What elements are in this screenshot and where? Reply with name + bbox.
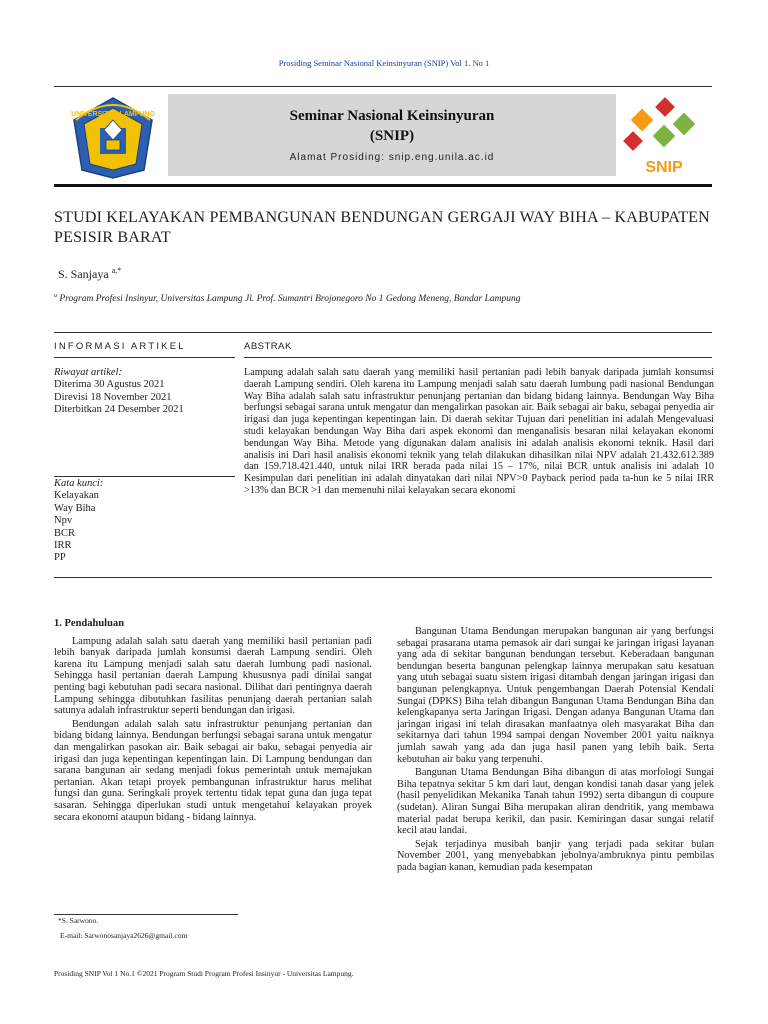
body-right-column xyxy=(397,626,714,875)
keywords-rule xyxy=(54,476,235,477)
history-label: Riwayat artikel: xyxy=(54,367,122,378)
seminar-acronym: (SNIP) xyxy=(369,128,415,144)
header-thick-rule xyxy=(54,184,712,187)
received-date: Diterima 30 Agustus 2021 xyxy=(54,379,165,391)
body-left-column xyxy=(54,618,372,825)
affiliation-line xyxy=(54,293,520,304)
keyword-item: IRR xyxy=(54,540,72,552)
header-rule xyxy=(54,86,712,87)
body-paragraph: Bangunan Utama Bendungan merupakan bangunan air yang berfungsi sebagai prasarana utama pemasok air dari sungai ke jaringan irigasi layanan yang ada di sekitar bangunan bendungan tersebut. Keberadaan bangunan bendungan beserta bangunan pelengkap lainnya merupakan satu kesatuan yang utuh sebagai suatu sistem irigasi ditambah dengan jaringan irigasi dan bangunan pelengkapnya. Untuk pengembangan Daerah Potensial Kendali Sungai (DPKS) Biha telah dibangun Bangunan Utama Bendungan Biha dan kelengkapanya serta Jaringan Irigasi. Dengan adanya Bangunan Utama dan jaringan irigasi ini telah dirasakan manfaatnya oleh masyarakat Biha dan sekitarnya dari tahun 1994 sampai dengan November 2001 yaitu naiknya jumlah sawah yang ada dan juga hasil panen yang lebih baik. Serta kebutuhan air baku yang terpenuhi. xyxy=(397,626,714,765)
body-paragraph: Sejak terjadinya musibah banjir yang terjadi pada sekitar bulan November 2001, yang menyebabkan jebolnya/ambruknya pintu pembilas pada bagian kanan, kemudian pada kesempatan xyxy=(397,838,714,873)
published-date: Diterbitkan 24 Desember 2021 xyxy=(54,404,184,416)
keyword-item: Kelayakan xyxy=(54,490,99,502)
revised-date: Direvisi 18 November 2021 xyxy=(54,391,172,403)
affiliation: Program Profesi Insinyur, Universitas Lampung Jl. Prof. Sumantri Brojonegoro No 1 Gedong Meneng, Bandar Lampung xyxy=(59,294,521,305)
keyword-item: BCR xyxy=(54,527,76,539)
keywords-block xyxy=(54,478,234,565)
author-name: S. Sanjaya xyxy=(58,267,109,281)
abstract-heading: ABSTRAK xyxy=(244,341,292,352)
abstract-text: Lampung adalah salah satu daerah yang memiliki hasil pertanian padi lebih banyak daripada jumlah konsumsi daerah Lampung sendiri. Oleh karena itu Lampung menjadi salah satu daerah lumbung padi nasional Bendungan Way Biha adalah salah satu infrastruktur penunjang pertanian dan bidang bidang lainnya. Bendungan Way Biha berfungsi sebagai sarana untuk mengatur dan mengalirkan pasokan air. Baik sebagai air baku, sebagai penyedia air irigasi dan juga kepentingan kepentingan lain. Di daerah sekitar Tujuan dari penelitian ini adalah Mengevaluasi studi kelayakan bendungan Way Biha dari aspek ekonomi dan menganalisis besaran nilai kelayakan ekonomi bendungan Way Biha. Metode yang digunakan dalam analisis ini adalah analisis ekonomi teknik. Hasil dari analisis ini Dari hasil analisis ekonomi teknik yang telah dilakukan dihasilkan nilai NPV adalah 21.432.612.389 dan 159.718.421.440, untuk nilai IRR berada pada nilai 15 – 17%, nilai BCR untuk analisis ini adalah 10 Kesimpulan dari penelitian ini adalah dinyatakan dari nilai NPV>0 Payback period pada ta-hun ke 5 nilai IRR >13% dan BCR >1 dan memenuhi nilai kelayakan secara ekonomi xyxy=(244,367,714,496)
seminar-title-box xyxy=(168,94,616,176)
keyword-item: Way Biha xyxy=(54,502,96,514)
affiliation-superscript: a xyxy=(54,293,57,299)
body-paragraph: Bangunan Utama Bendungan Biha dibangun di atas morfologi Sungai Biha tepatnya sekitar 5 km dari laut, dengan kondisi tanah dasar yang jelek (hasil penyelidikan Mekanika Tanah tahun 1992) serta dibangun di coupure (sudetan). Aliran Sungai Biha merupakan aliran dendritik, yang membawa material padat berupa kerikil, dan pasir. Kemiringan dasar sungai relatif kecil atau landai. xyxy=(397,767,714,837)
info-top-rule xyxy=(54,332,712,333)
paper-title: STUDI KELAYAKAN PEMBANGUNAN BENDUNGAN GERGAJI WAY BIHA – KABUPATEN PESISIR BARAT xyxy=(54,209,710,246)
section-heading: 1. Pendahuluan xyxy=(54,618,125,629)
university-logo-text: UNIVERSITAS LAMPUNG xyxy=(71,111,155,118)
footnote-author: *S. Sarwono. xyxy=(58,916,99,925)
body-paragraph: Bendungan adalah salah satu infrastruktur penunjang pertanian dan bidang bidang lainnya. Bendungan berfungsi sebagai sarana untuk mengatur dan mengalirkan pasokan air. Baik sebagai air baku, sebagai penyedia air irigasi dan juga kepentingan kepentingan lain. Di Lampung bendungan dan sarana bangunan air sedang menjadi fokus pemerintah untuk memajukan pertanian. Akan tetapi proyek pembangunan infrastruktur harus melihat fungsi dan guna. Seringkali proyek tertentu tidak tepat guna dan juga tepat sasaran. Sehingga diperlukan studi untuk mengetahui kelayakan proyek secara ekonomi ataupun bidang - bidang lainnya. xyxy=(54,718,372,823)
journal-header-line: Prosiding Seminar Nasional Keinsinyuran (SNIP) Vol 1. No 1 xyxy=(278,58,490,68)
article-info-heading: INFORMASI ARTIKEL xyxy=(54,341,186,352)
university-logo xyxy=(64,94,162,180)
page-footer: Prosiding SNIP Vol 1 No.1 ©2021 Program Studi Program Profesi Insinyur - Universitas Lampung. xyxy=(54,969,354,978)
author-superscript: a,* xyxy=(111,266,122,275)
author-line xyxy=(58,266,121,282)
info-rule-left xyxy=(54,357,235,358)
snip-logo-text: SNIP xyxy=(645,159,683,176)
keywords-label: Kata kunci: xyxy=(54,478,104,489)
article-history xyxy=(54,367,234,417)
proceedings-address: Alamat Prosiding: snip.eng.unila.ac.id xyxy=(289,152,495,163)
info-rule-right xyxy=(244,357,712,358)
body-paragraph: Lampung adalah salah satu daerah yang memiliki hasil pertanian padi lebih banyak daripada jumlah konsumsi daerah Lampung sendiri. Oleh karena itu Lampung menjadi salah satu daerah lumbung padi nasional. Sehingga hasil pertanian daerah Lampung khususnya padi dinilai sangat penting bagi kebutuhan padi secara nasional. Dilihat dari pentingnya daerah Lampung sehingga dibutuhkan fasilitas penunjang daerah pertanian salah satunya adalah infrastruktur seperti bendungan dan irigasi. xyxy=(54,635,372,717)
footnote-email: E-mail: Sarwonosanjaya2626@gmail.com xyxy=(60,931,188,940)
keyword-item: Npv xyxy=(54,515,73,527)
keyword-item: PP xyxy=(54,552,66,564)
seminar-title: Seminar Nasional Keinsinyuran xyxy=(289,108,495,124)
snip-logo xyxy=(620,94,706,180)
footnote-rule xyxy=(54,914,238,915)
info-bottom-rule xyxy=(54,577,712,578)
